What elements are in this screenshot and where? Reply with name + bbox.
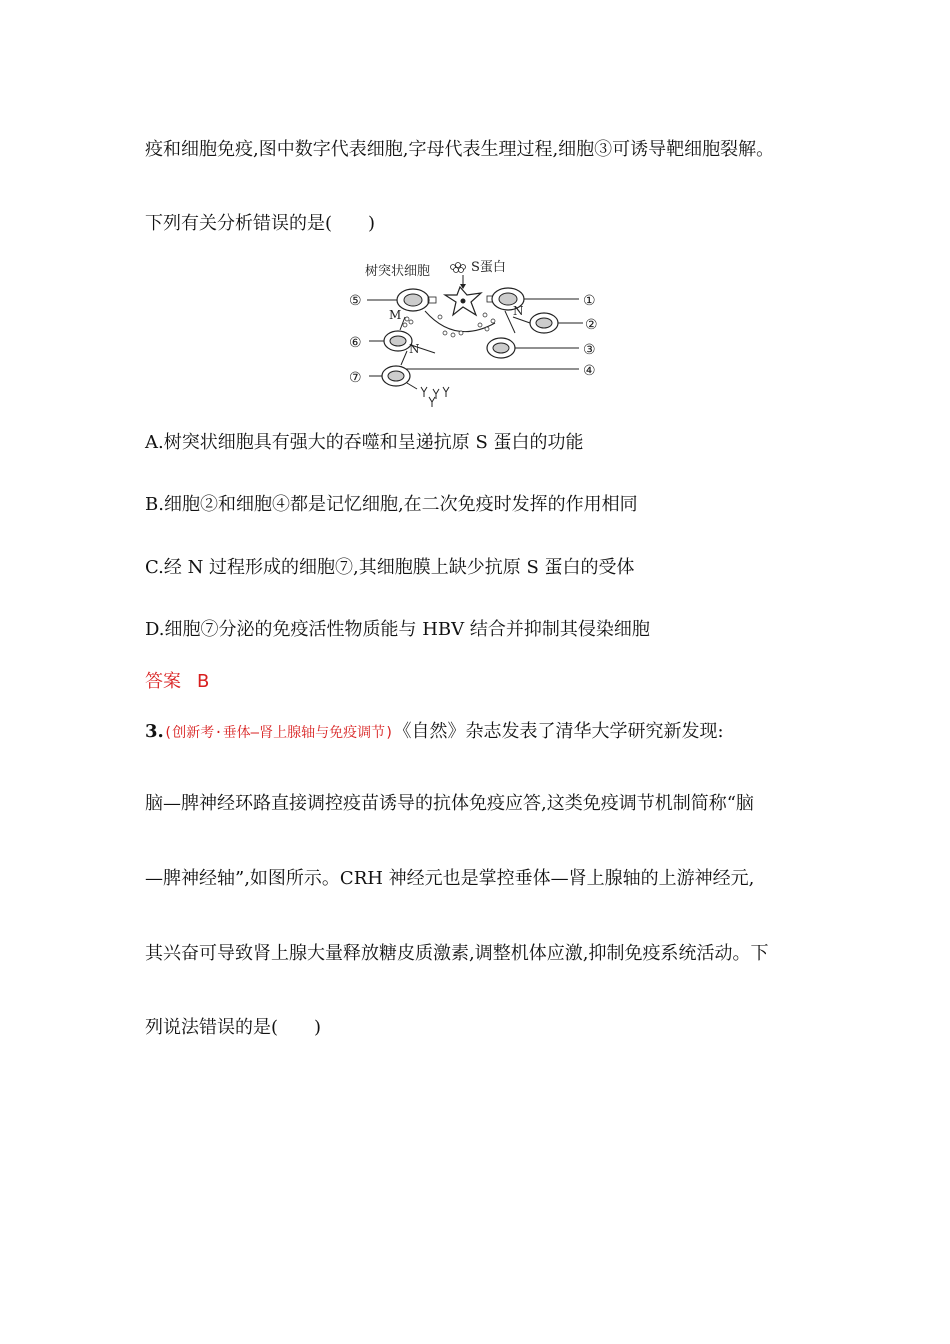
q3-line5: 列说法错误的是( )	[145, 1017, 322, 1038]
answer-label: 答案	[145, 671, 181, 692]
label-process-m: M	[389, 308, 402, 322]
label-cell-6: ⑥	[349, 335, 362, 351]
q2-answer	[145, 669, 209, 695]
label-cell-1: ①	[583, 293, 596, 309]
cell-6-shape	[384, 331, 412, 351]
label-process-n-left: N	[409, 342, 420, 356]
cell-7-shape	[382, 366, 410, 386]
q3-line3: —脾神经轴”,如图所示。CRH 神经元也是掌控垂体—肾上腺轴的上游神经元,	[145, 868, 755, 889]
q3-line2: 脑—脾神经环路直接调控疫苗诱导的抗体免疫应答,这类免疫调节机制简称“脑	[145, 793, 754, 814]
s-protein-cluster	[451, 263, 466, 273]
q2-option-a: A.树突状细胞具有强大的吞噬和呈递抗原 S 蛋白的功能	[145, 432, 584, 453]
q3-tag: (创新考·垂体—肾上腺轴与免疫调节)	[163, 725, 394, 741]
antibodies	[407, 383, 449, 407]
q3-line4: 其兴奋可导致肾上腺大量释放糖皮质激素,调整机体应激,抑制免疫系统活动。下	[145, 943, 769, 964]
label-cell-3: ③	[583, 342, 596, 358]
q3-number: 3.	[145, 721, 164, 742]
label-cell-4: ④	[583, 363, 596, 379]
q2-option-d: D.细胞⑦分泌的免疫活性物质能与 HBV 结合并抑制其侵染细胞	[145, 619, 650, 640]
q3-line1-text: 《自然》杂志发表了清华大学研究新发现:	[393, 721, 724, 742]
q2-stem-line1: 疫和细胞免疫,图中数字代表细胞,字母代表生理过程,细胞③可诱导靶细胞裂解。	[145, 139, 775, 160]
answer-value: B	[197, 671, 210, 692]
label-s-protein: S蛋白	[471, 260, 506, 275]
cell-5-shape	[397, 289, 436, 311]
dendritic-cell-shape	[445, 287, 481, 315]
label-dendritic-cell: 树突状细胞	[365, 264, 431, 279]
cell-2-shape	[530, 313, 558, 333]
q2-option-b: B.细胞②和细胞④都是记忆细胞,在二次免疫时发挥的作用相同	[145, 494, 638, 515]
immune-response-diagram	[345, 255, 610, 410]
label-cell-5: ⑤	[349, 293, 362, 309]
q2-stem-line2: 下列有关分析错误的是( )	[145, 213, 376, 234]
q2-option-c: C.经 N 过程形成的细胞⑦,其细胞膜上缺少抗原 S 蛋白的受体	[145, 557, 635, 578]
label-cell-7: ⑦	[349, 370, 362, 386]
cell-3-shape	[487, 338, 515, 358]
label-cell-2: ②	[585, 317, 598, 333]
label-process-n-right: N	[513, 304, 524, 318]
q3-line1	[145, 719, 724, 746]
